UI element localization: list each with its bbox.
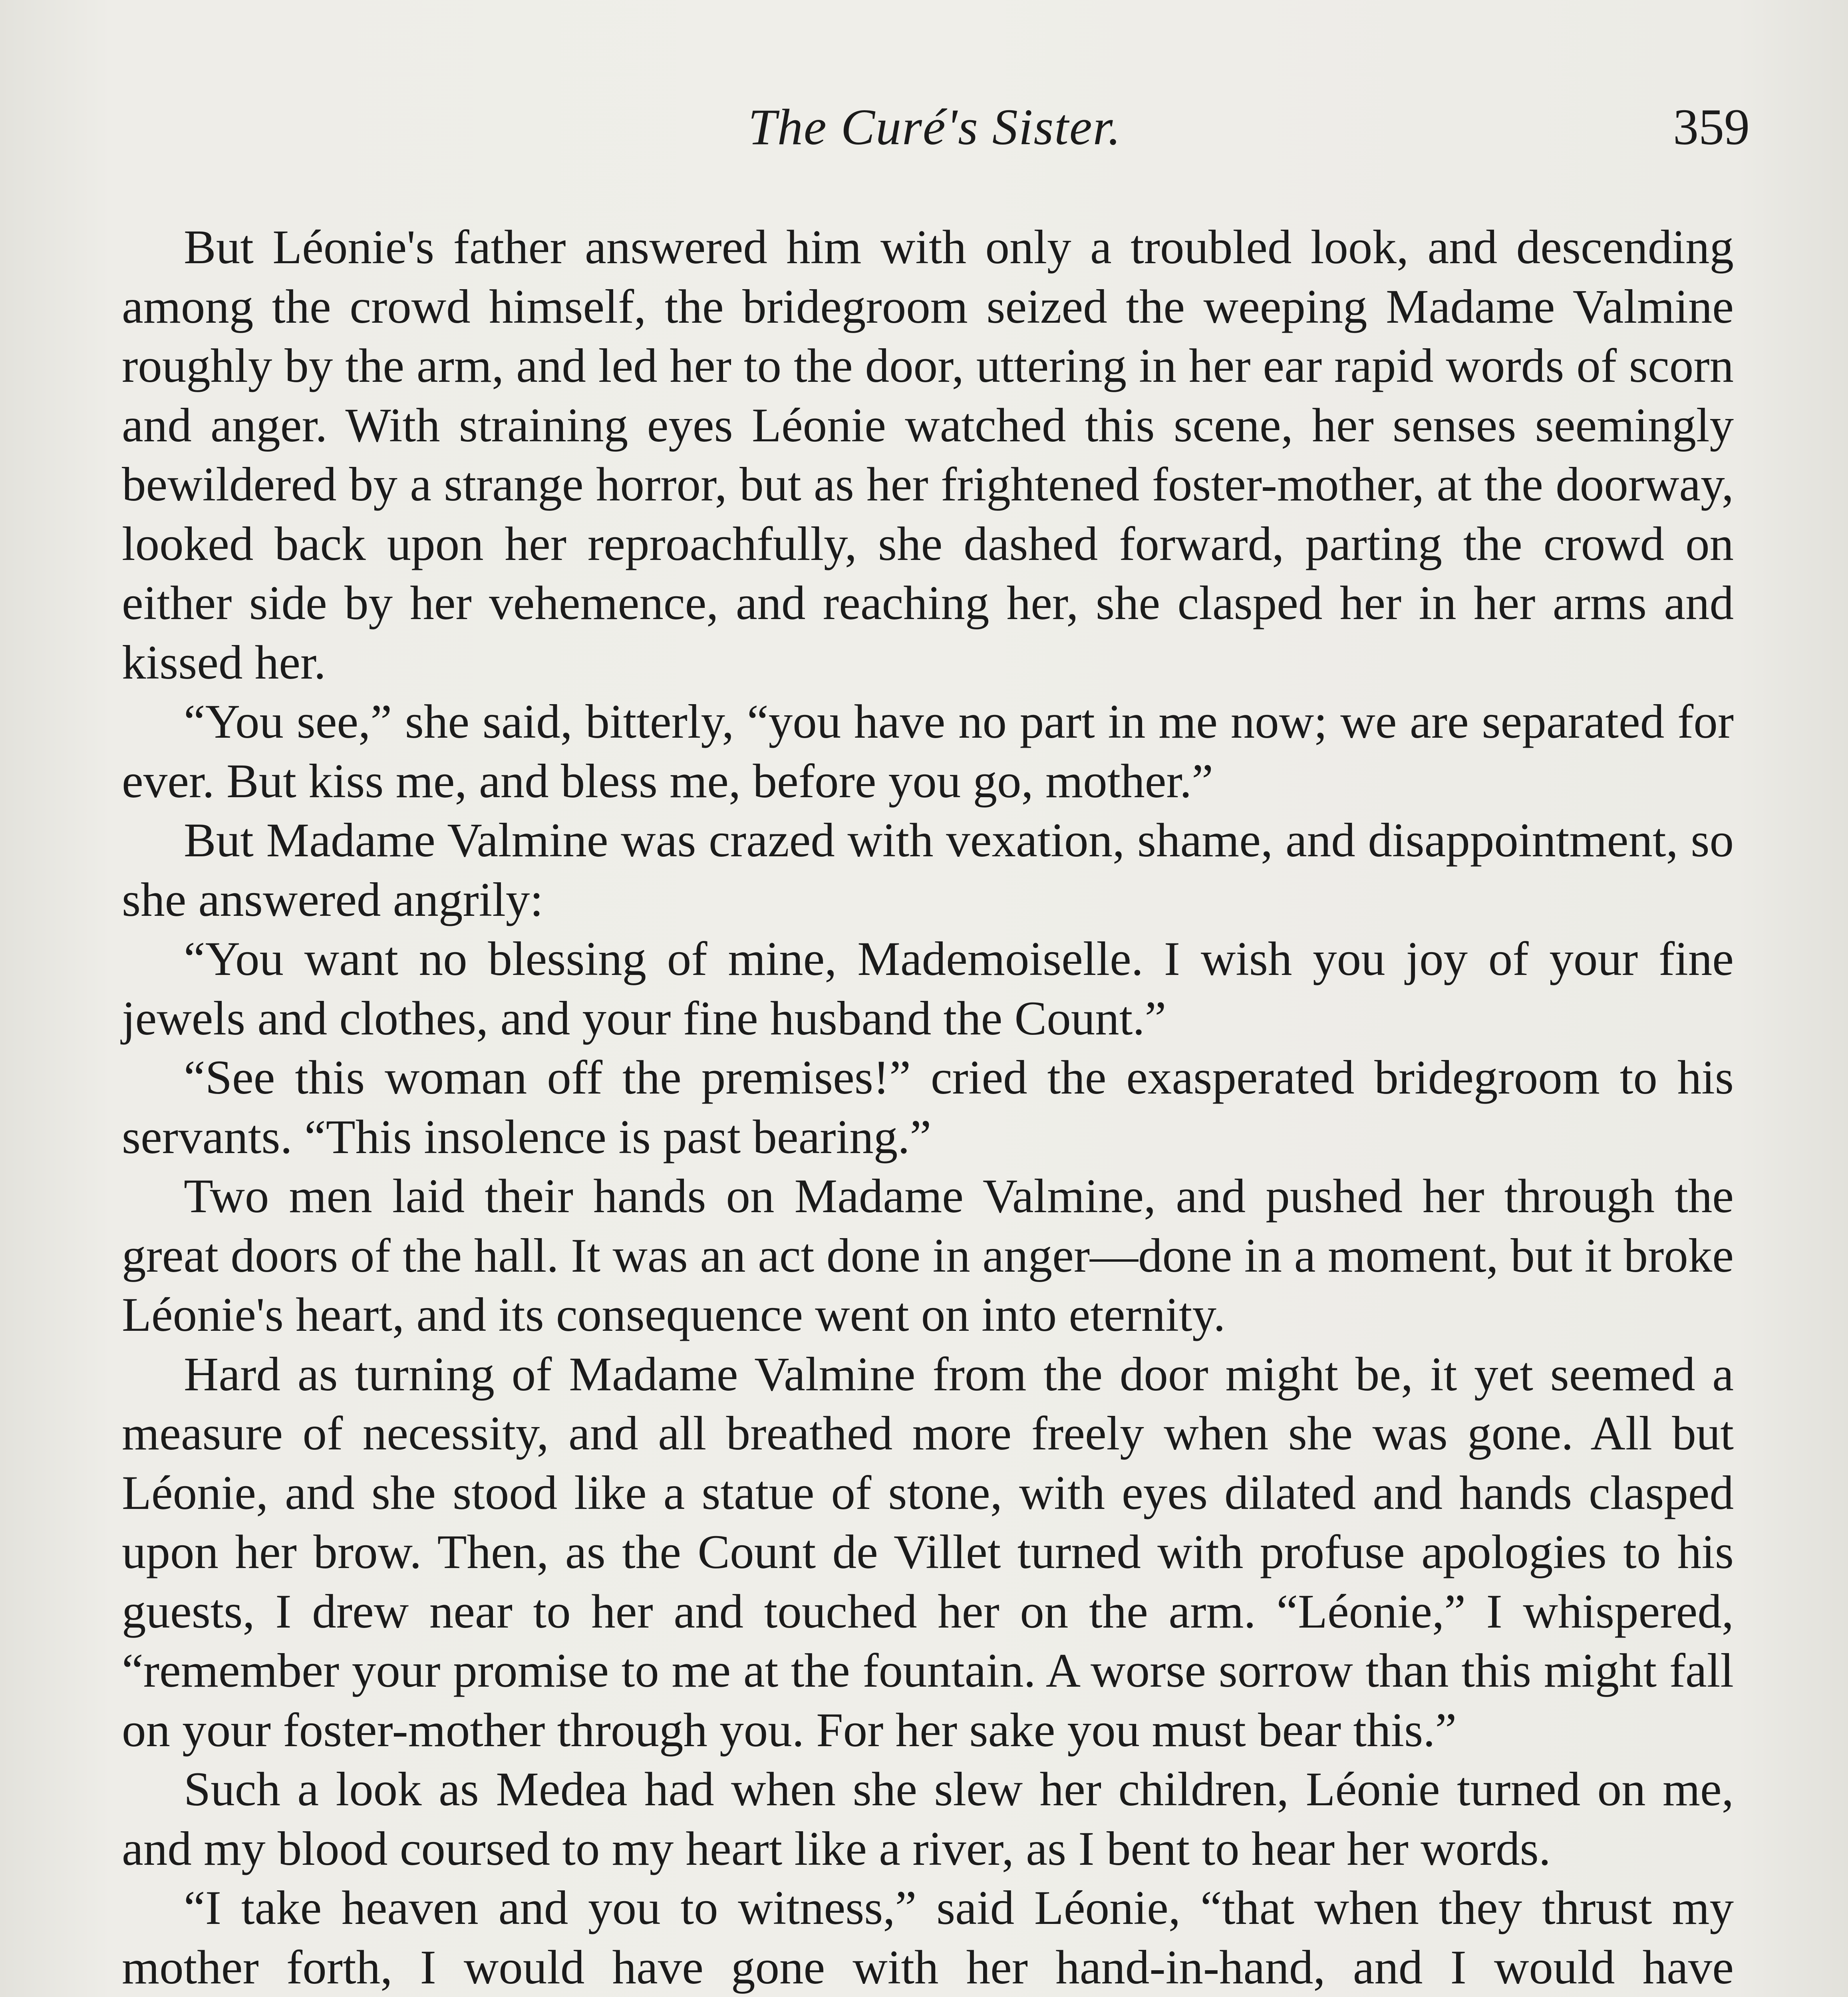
paragraph-2: “You see,” she said, bitterly, “you have no part in me now; we are separated for ever. But kiss me, and bless me, before you go, mother.” <box>122 695 1734 808</box>
running-title: The Curé's Sister. <box>748 99 1122 155</box>
paragraph-3: But Madame Valmine was crazed with vexation, shame, and disappointment, so she answered angrily: <box>122 814 1734 927</box>
paragraph-9: “I take heaven and you to witness,” said Léonie, “that when they thrust my mother forth, I would have gone with her hand-in-hand, and I would have <box>122 1881 1734 1994</box>
paragraph-1: But Léonie's father answered him with only a troubled look, and descending among the crowd himself, the bridegroom seized the weeping Madame Valmine roughly by the arm, and led her to the door, uttering in her ear rapid words of scorn and anger. With straining eyes Léonie watched this scene, her senses seemingly bewildered by a strange horror, but as her frightened foster-mother, at the doorway, looked back upon her reproachfully, she dashed forward, parting the crowd on either side by her vehemence, and reaching her, she clasped her in her arms and kissed her. <box>122 220 1734 689</box>
running-head <box>120 98 1750 166</box>
body-text <box>122 218 1734 1997</box>
paragraph-6: Two men laid their hands on Madame Valmine, and pushed her through the great doors of the hall. It was an act done in anger—done in a moment, but it broke Léonie's heart, and its consequence went on into eternity. <box>122 1169 1734 1342</box>
paragraph-4: “You want no blessing of mine, Mademoiselle. I wish you joy of your fine jewels and clothes, and your fine husband the Count.” <box>122 932 1734 1045</box>
paragraph-5: “See this woman off the premises!” cried the exasperated bridegroom to his servants. “This insolence is past bearing.” <box>122 1051 1734 1164</box>
paragraph-8: Such a look as Medea had when she slew her children, Léonie turned on me, and my blood coursed to my heart like a river, as I bent to hear her words. <box>122 1763 1734 1876</box>
page-number: 359 <box>1673 99 1750 155</box>
paragraph-7: Hard as turning of Madame Valmine from the door might be, it yet seemed a measure of necessity, and all breathed more freely when she was gone. All but Léonie, and she stood like a statue of stone, with eyes dilated and hands clasped upon her brow. Then, as the Count de Villet turned with profuse apologies to his guests, I drew near to her and touched her on the arm. “Léonie,” I whispered, “remember your promise to me at the fountain. A worse sorrow than this might fall on your foster-mother through you. For her sake you must bear this.” <box>122 1347 1734 1757</box>
